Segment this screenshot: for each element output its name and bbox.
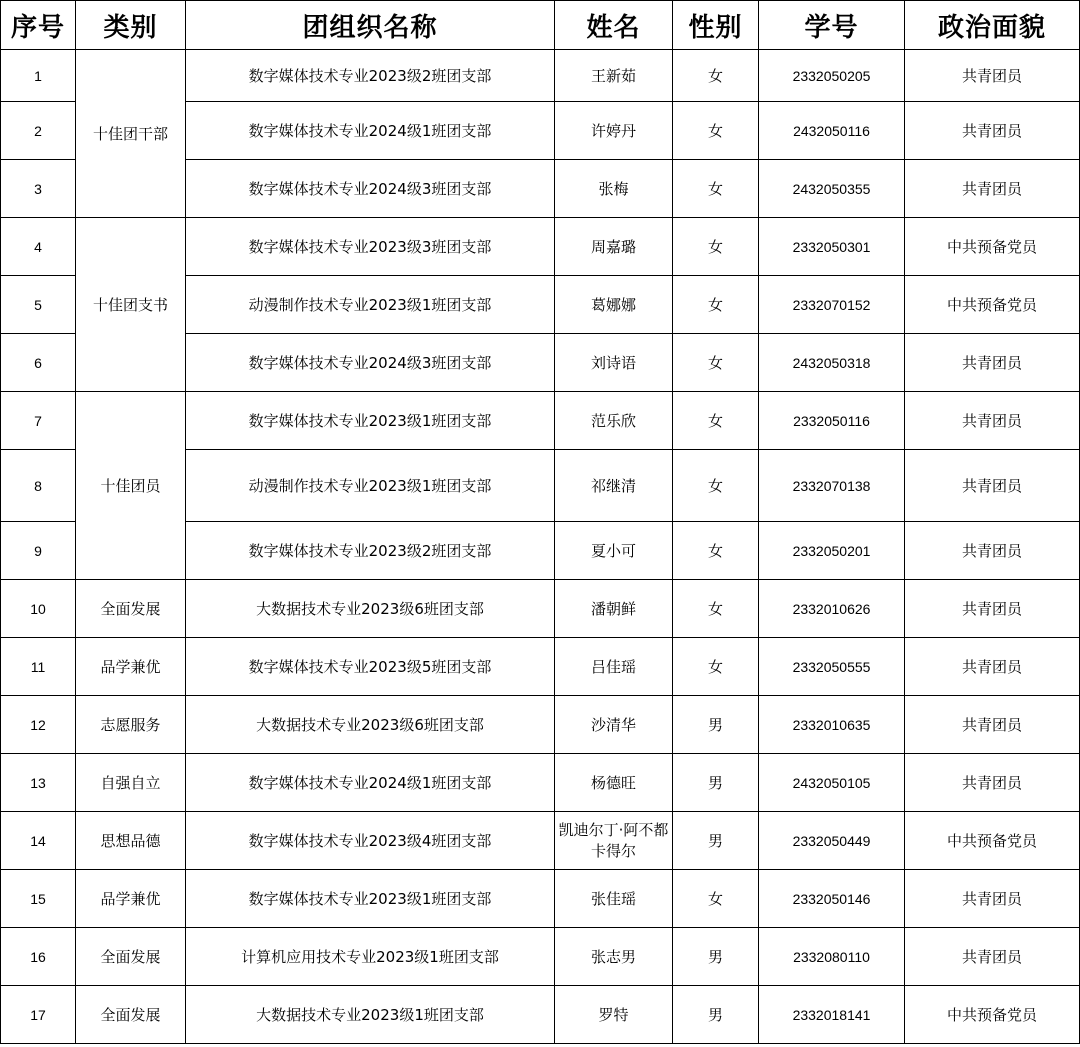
category-cell: 自强自立	[76, 754, 186, 812]
table-row	[1, 986, 1080, 1044]
student-id-cell: 2332050201	[759, 522, 905, 580]
status-cell: 共青团员	[905, 754, 1080, 812]
table-row	[1, 696, 1080, 754]
category-cell: 十佳团员	[76, 392, 186, 580]
name-cell: 吕佳瑶	[555, 638, 673, 696]
row-no: 17	[1, 986, 76, 1044]
status-cell: 共青团员	[905, 102, 1080, 160]
row-no: 1	[1, 50, 76, 102]
name-cell: 张志男	[555, 928, 673, 986]
header-org: 团组织名称	[186, 1, 555, 50]
gender-cell: 女	[673, 160, 759, 218]
header-no: 序号	[1, 1, 76, 50]
status-cell: 中共预备党员	[905, 218, 1080, 276]
table-row	[1, 870, 1080, 928]
gender-cell: 女	[673, 276, 759, 334]
student-id-cell: 2332080110	[759, 928, 905, 986]
status-cell: 共青团员	[905, 522, 1080, 580]
gender-cell: 女	[673, 638, 759, 696]
category-cell: 品学兼优	[76, 638, 186, 696]
student-id-cell: 2332050449	[759, 812, 905, 870]
table-row	[1, 638, 1080, 696]
row-no: 8	[1, 450, 76, 522]
name-cell: 罗特	[555, 986, 673, 1044]
status-cell: 共青团员	[905, 638, 1080, 696]
name-cell: 潘朝鲜	[555, 580, 673, 638]
student-id-cell: 2332050205	[759, 50, 905, 102]
name-cell: 夏小可	[555, 522, 673, 580]
name-cell: 范乐欣	[555, 392, 673, 450]
gender-cell: 男	[673, 928, 759, 986]
category-cell: 全面发展	[76, 986, 186, 1044]
student-id-cell: 2332050116	[759, 392, 905, 450]
org-cell: 大数据技术专业2023级6班团支部	[186, 580, 555, 638]
table-row	[1, 218, 1080, 276]
name-cell	[555, 812, 673, 870]
row-no: 7	[1, 392, 76, 450]
status-cell: 共青团员	[905, 696, 1080, 754]
org-cell: 数字媒体技术专业2023级4班团支部	[186, 812, 555, 870]
student-id-cell: 2332070152	[759, 276, 905, 334]
status-cell: 共青团员	[905, 160, 1080, 218]
category-cell: 思想品德	[76, 812, 186, 870]
category-cell: 志愿服务	[76, 696, 186, 754]
student-id-cell: 2332050555	[759, 638, 905, 696]
status-cell: 共青团员	[905, 870, 1080, 928]
row-no: 14	[1, 812, 76, 870]
status-cell: 中共预备党员	[905, 276, 1080, 334]
category-cell: 十佳团支书	[76, 218, 186, 392]
status-cell: 中共预备党员	[905, 986, 1080, 1044]
org-cell: 计算机应用技术专业2023级1班团支部	[186, 928, 555, 986]
table-row	[1, 928, 1080, 986]
org-cell: 数字媒体技术专业2023级2班团支部	[186, 522, 555, 580]
org-cell: 数字媒体技术专业2024级3班团支部	[186, 160, 555, 218]
gender-cell: 女	[673, 102, 759, 160]
row-no: 16	[1, 928, 76, 986]
header-name: 姓名	[555, 1, 673, 50]
header-gender: 性别	[673, 1, 759, 50]
student-id-cell: 2332050301	[759, 218, 905, 276]
gender-cell: 女	[673, 450, 759, 522]
row-no: 4	[1, 218, 76, 276]
student-id-cell: 2432050355	[759, 160, 905, 218]
row-no: 6	[1, 334, 76, 392]
status-cell: 共青团员	[905, 928, 1080, 986]
name-cell: 杨德旺	[555, 754, 673, 812]
org-cell: 数字媒体技术专业2023级5班团支部	[186, 638, 555, 696]
row-no: 2	[1, 102, 76, 160]
name-cell: 王新茹	[555, 50, 673, 102]
row-no: 15	[1, 870, 76, 928]
student-id-cell: 2432050318	[759, 334, 905, 392]
name-cell: 刘诗语	[555, 334, 673, 392]
status-cell: 共青团员	[905, 580, 1080, 638]
category-cell: 十佳团干部	[76, 50, 186, 218]
row-no: 5	[1, 276, 76, 334]
header-status: 政治面貌	[905, 1, 1080, 50]
name-text: 凯迪尔丁·阿不都卡得尔	[558, 820, 669, 860]
student-id-cell: 2332070138	[759, 450, 905, 522]
name-cell: 周嘉璐	[555, 218, 673, 276]
header-row	[1, 1, 1080, 50]
gender-cell: 女	[673, 50, 759, 102]
gender-cell: 男	[673, 696, 759, 754]
name-cell: 张梅	[555, 160, 673, 218]
student-id-cell: 2332010626	[759, 580, 905, 638]
row-no: 13	[1, 754, 76, 812]
org-cell: 数字媒体技术专业2023级1班团支部	[186, 392, 555, 450]
category-cell: 品学兼优	[76, 870, 186, 928]
org-cell: 数字媒体技术专业2024级1班团支部	[186, 754, 555, 812]
student-id-cell: 2332050146	[759, 870, 905, 928]
org-cell: 数字媒体技术专业2023级2班团支部	[186, 50, 555, 102]
org-cell: 数字媒体技术专业2023级3班团支部	[186, 218, 555, 276]
row-no: 3	[1, 160, 76, 218]
gender-cell: 女	[673, 218, 759, 276]
status-cell: 共青团员	[905, 50, 1080, 102]
gender-cell: 女	[673, 334, 759, 392]
name-cell: 张佳瑶	[555, 870, 673, 928]
row-no: 12	[1, 696, 76, 754]
gender-cell: 女	[673, 522, 759, 580]
student-id-cell: 2332018141	[759, 986, 905, 1044]
org-cell: 大数据技术专业2023级1班团支部	[186, 986, 555, 1044]
status-cell: 中共预备党员	[905, 812, 1080, 870]
name-cell: 祁继清	[555, 450, 673, 522]
student-id-cell: 2432050116	[759, 102, 905, 160]
table-row	[1, 754, 1080, 812]
gender-cell: 女	[673, 580, 759, 638]
gender-cell: 女	[673, 392, 759, 450]
gender-cell: 男	[673, 986, 759, 1044]
status-cell: 共青团员	[905, 392, 1080, 450]
table-row	[1, 50, 1080, 102]
table-row	[1, 392, 1080, 450]
student-id-cell: 2332010635	[759, 696, 905, 754]
org-cell: 数字媒体技术专业2024级1班团支部	[186, 102, 555, 160]
name-cell: 许婷丹	[555, 102, 673, 160]
student-id-cell: 2432050105	[759, 754, 905, 812]
row-no: 10	[1, 580, 76, 638]
header-student-id: 学号	[759, 1, 905, 50]
org-cell: 大数据技术专业2023级6班团支部	[186, 696, 555, 754]
name-cell: 沙清华	[555, 696, 673, 754]
table-row	[1, 580, 1080, 638]
header-category: 类别	[76, 1, 186, 50]
category-cell: 全面发展	[76, 928, 186, 986]
org-cell: 数字媒体技术专业2023级1班团支部	[186, 870, 555, 928]
name-cell: 葛娜娜	[555, 276, 673, 334]
row-no: 9	[1, 522, 76, 580]
org-cell: 动漫制作技术专业2023级1班团支部	[186, 450, 555, 522]
gender-cell: 男	[673, 812, 759, 870]
org-cell: 数字媒体技术专业2024级3班团支部	[186, 334, 555, 392]
table-row	[1, 812, 1080, 870]
status-cell: 共青团员	[905, 334, 1080, 392]
row-no: 11	[1, 638, 76, 696]
org-cell: 动漫制作技术专业2023级1班团支部	[186, 276, 555, 334]
gender-cell: 男	[673, 754, 759, 812]
status-cell: 共青团员	[905, 450, 1080, 522]
category-cell: 全面发展	[76, 580, 186, 638]
gender-cell: 女	[673, 870, 759, 928]
